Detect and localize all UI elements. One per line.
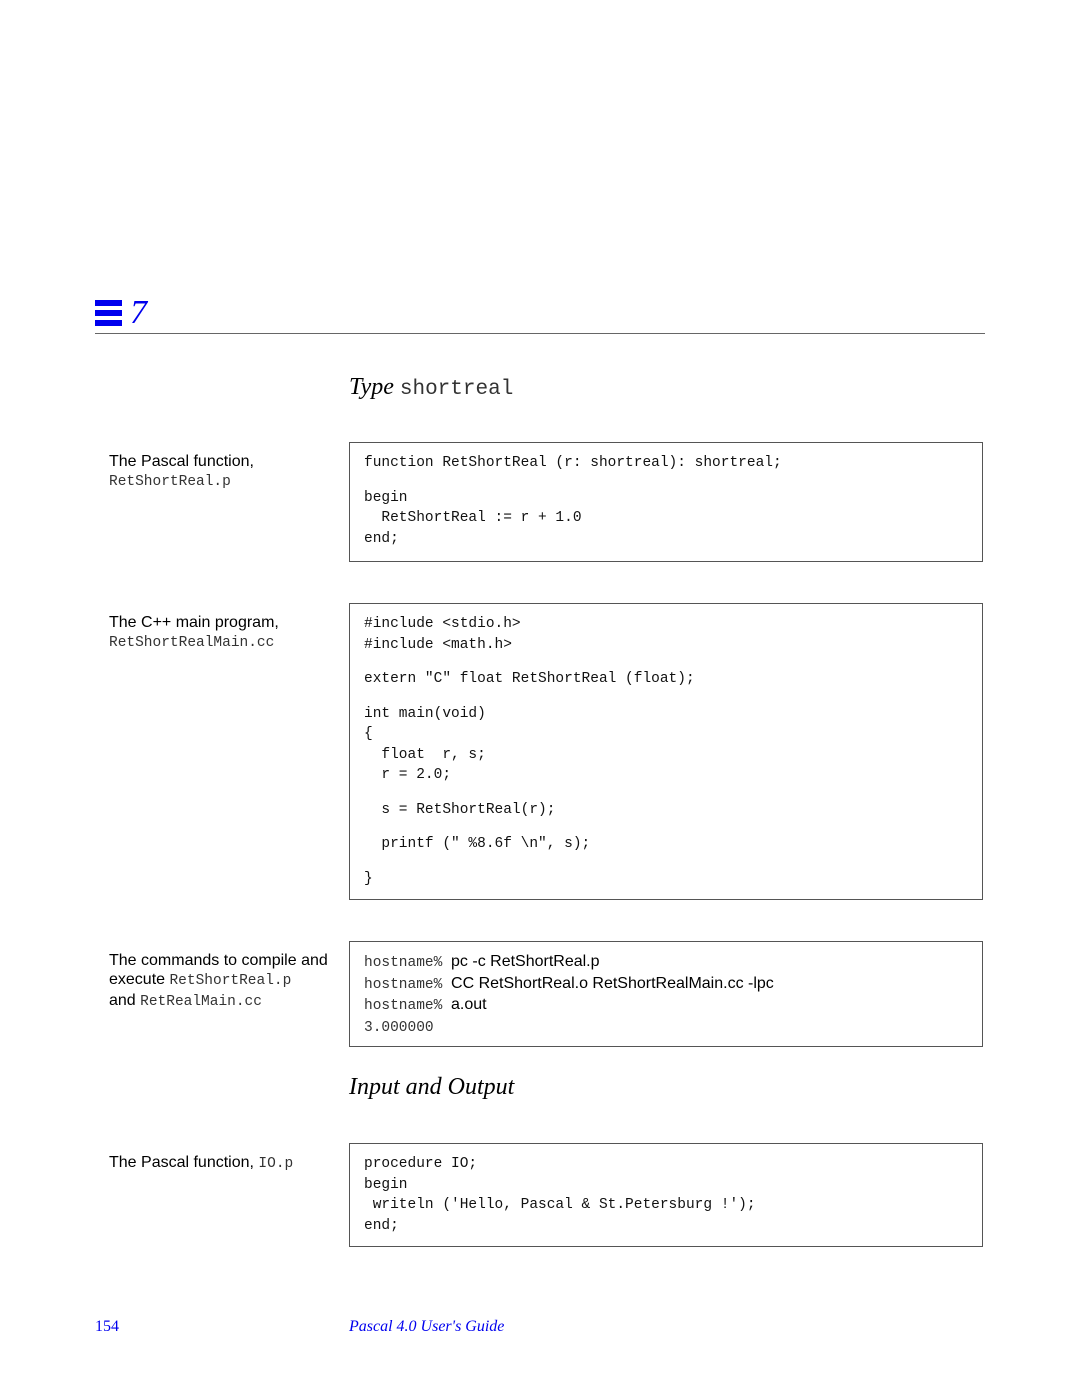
command-output: 3.000000	[364, 1019, 434, 1036]
section-heading-io	[349, 1074, 514, 1101]
code-line	[364, 786, 968, 800]
code-line	[364, 690, 968, 704]
caption-filename: RetShortReal.p	[169, 973, 292, 989]
command-line	[364, 995, 968, 1017]
command-text: CC RetShortReal.o RetShortRealMain.cc -lpc	[451, 974, 774, 992]
code-block-pascal	[349, 442, 983, 562]
code-line: int main(void)	[364, 705, 486, 722]
caption-text: The commands to compile and execute	[109, 952, 328, 988]
command-text: a.out	[451, 996, 487, 1013]
code-line: printf (" %8.6f \n", s);	[364, 836, 591, 852]
heading-text: Type	[349, 374, 394, 400]
code-line	[364, 820, 968, 834]
heading-code: shortreal	[399, 378, 514, 401]
code-line: begin	[364, 489, 408, 506]
caption-filename: RetRealMain.cc	[140, 994, 262, 1010]
code-block-cpp	[349, 603, 983, 900]
code-line	[364, 655, 968, 669]
command-line	[364, 1017, 968, 1039]
code-line: {	[364, 726, 373, 742]
chapter-bars-icon	[95, 300, 122, 326]
code-line: end;	[364, 530, 399, 547]
caption-filename: IO.p	[258, 1156, 294, 1172]
shell-prompt: hostname%	[364, 955, 452, 971]
code-line: begin	[364, 1176, 408, 1193]
caption-commands	[109, 951, 339, 1012]
caption-text: The Pascal function,	[109, 453, 254, 470]
code-line: }	[364, 870, 373, 887]
book-title: Pascal 4.0 User's Guide	[349, 1318, 505, 1335]
page-number: 154	[95, 1318, 119, 1335]
chapter-number: 7	[130, 294, 147, 331]
command-block	[349, 941, 983, 1047]
code-line: writeln ('Hello, Pascal & St.Petersburg !');	[364, 1197, 756, 1213]
header-rule	[95, 333, 985, 334]
caption-pascal-function	[109, 452, 339, 492]
code-line	[364, 474, 968, 488]
caption-io-function	[109, 1153, 369, 1174]
code-line: function RetShortReal (r: shortreal): shortreal;	[364, 455, 782, 471]
heading-text: Input and Output	[349, 1074, 515, 1100]
code-line: extern "C" float RetShortReal (float);	[364, 671, 695, 687]
code-line: r = 2.0;	[364, 767, 452, 783]
code-line: #include <stdio.h>	[364, 616, 521, 632]
command-text: pc -c RetShortReal.p	[451, 953, 600, 970]
code-line	[364, 855, 968, 869]
code-line: procedure IO;	[364, 1156, 478, 1172]
code-line: RetShortReal := r + 1.0	[364, 510, 582, 526]
shell-prompt: hostname%	[364, 998, 452, 1014]
code-line: s = RetShortReal(r);	[364, 801, 556, 818]
command-line	[364, 952, 968, 974]
command-line	[364, 974, 968, 996]
code-line: end;	[364, 1217, 399, 1234]
caption-text: and	[109, 992, 141, 1009]
shell-prompt: hostname%	[364, 976, 452, 993]
code-line: #include <math.h>	[364, 636, 512, 653]
caption-filename: RetShortReal.p	[109, 474, 231, 490]
code-line: float r, s;	[364, 746, 486, 763]
caption-filename: RetShortRealMain.cc	[109, 635, 275, 651]
caption-cpp-main	[109, 613, 339, 653]
code-block-io	[349, 1143, 983, 1247]
chapter-marker	[95, 296, 147, 330]
section-heading-shortreal	[349, 374, 513, 401]
caption-text: The C++ main program,	[109, 614, 279, 631]
caption-text: The Pascal function,	[109, 1154, 259, 1171]
